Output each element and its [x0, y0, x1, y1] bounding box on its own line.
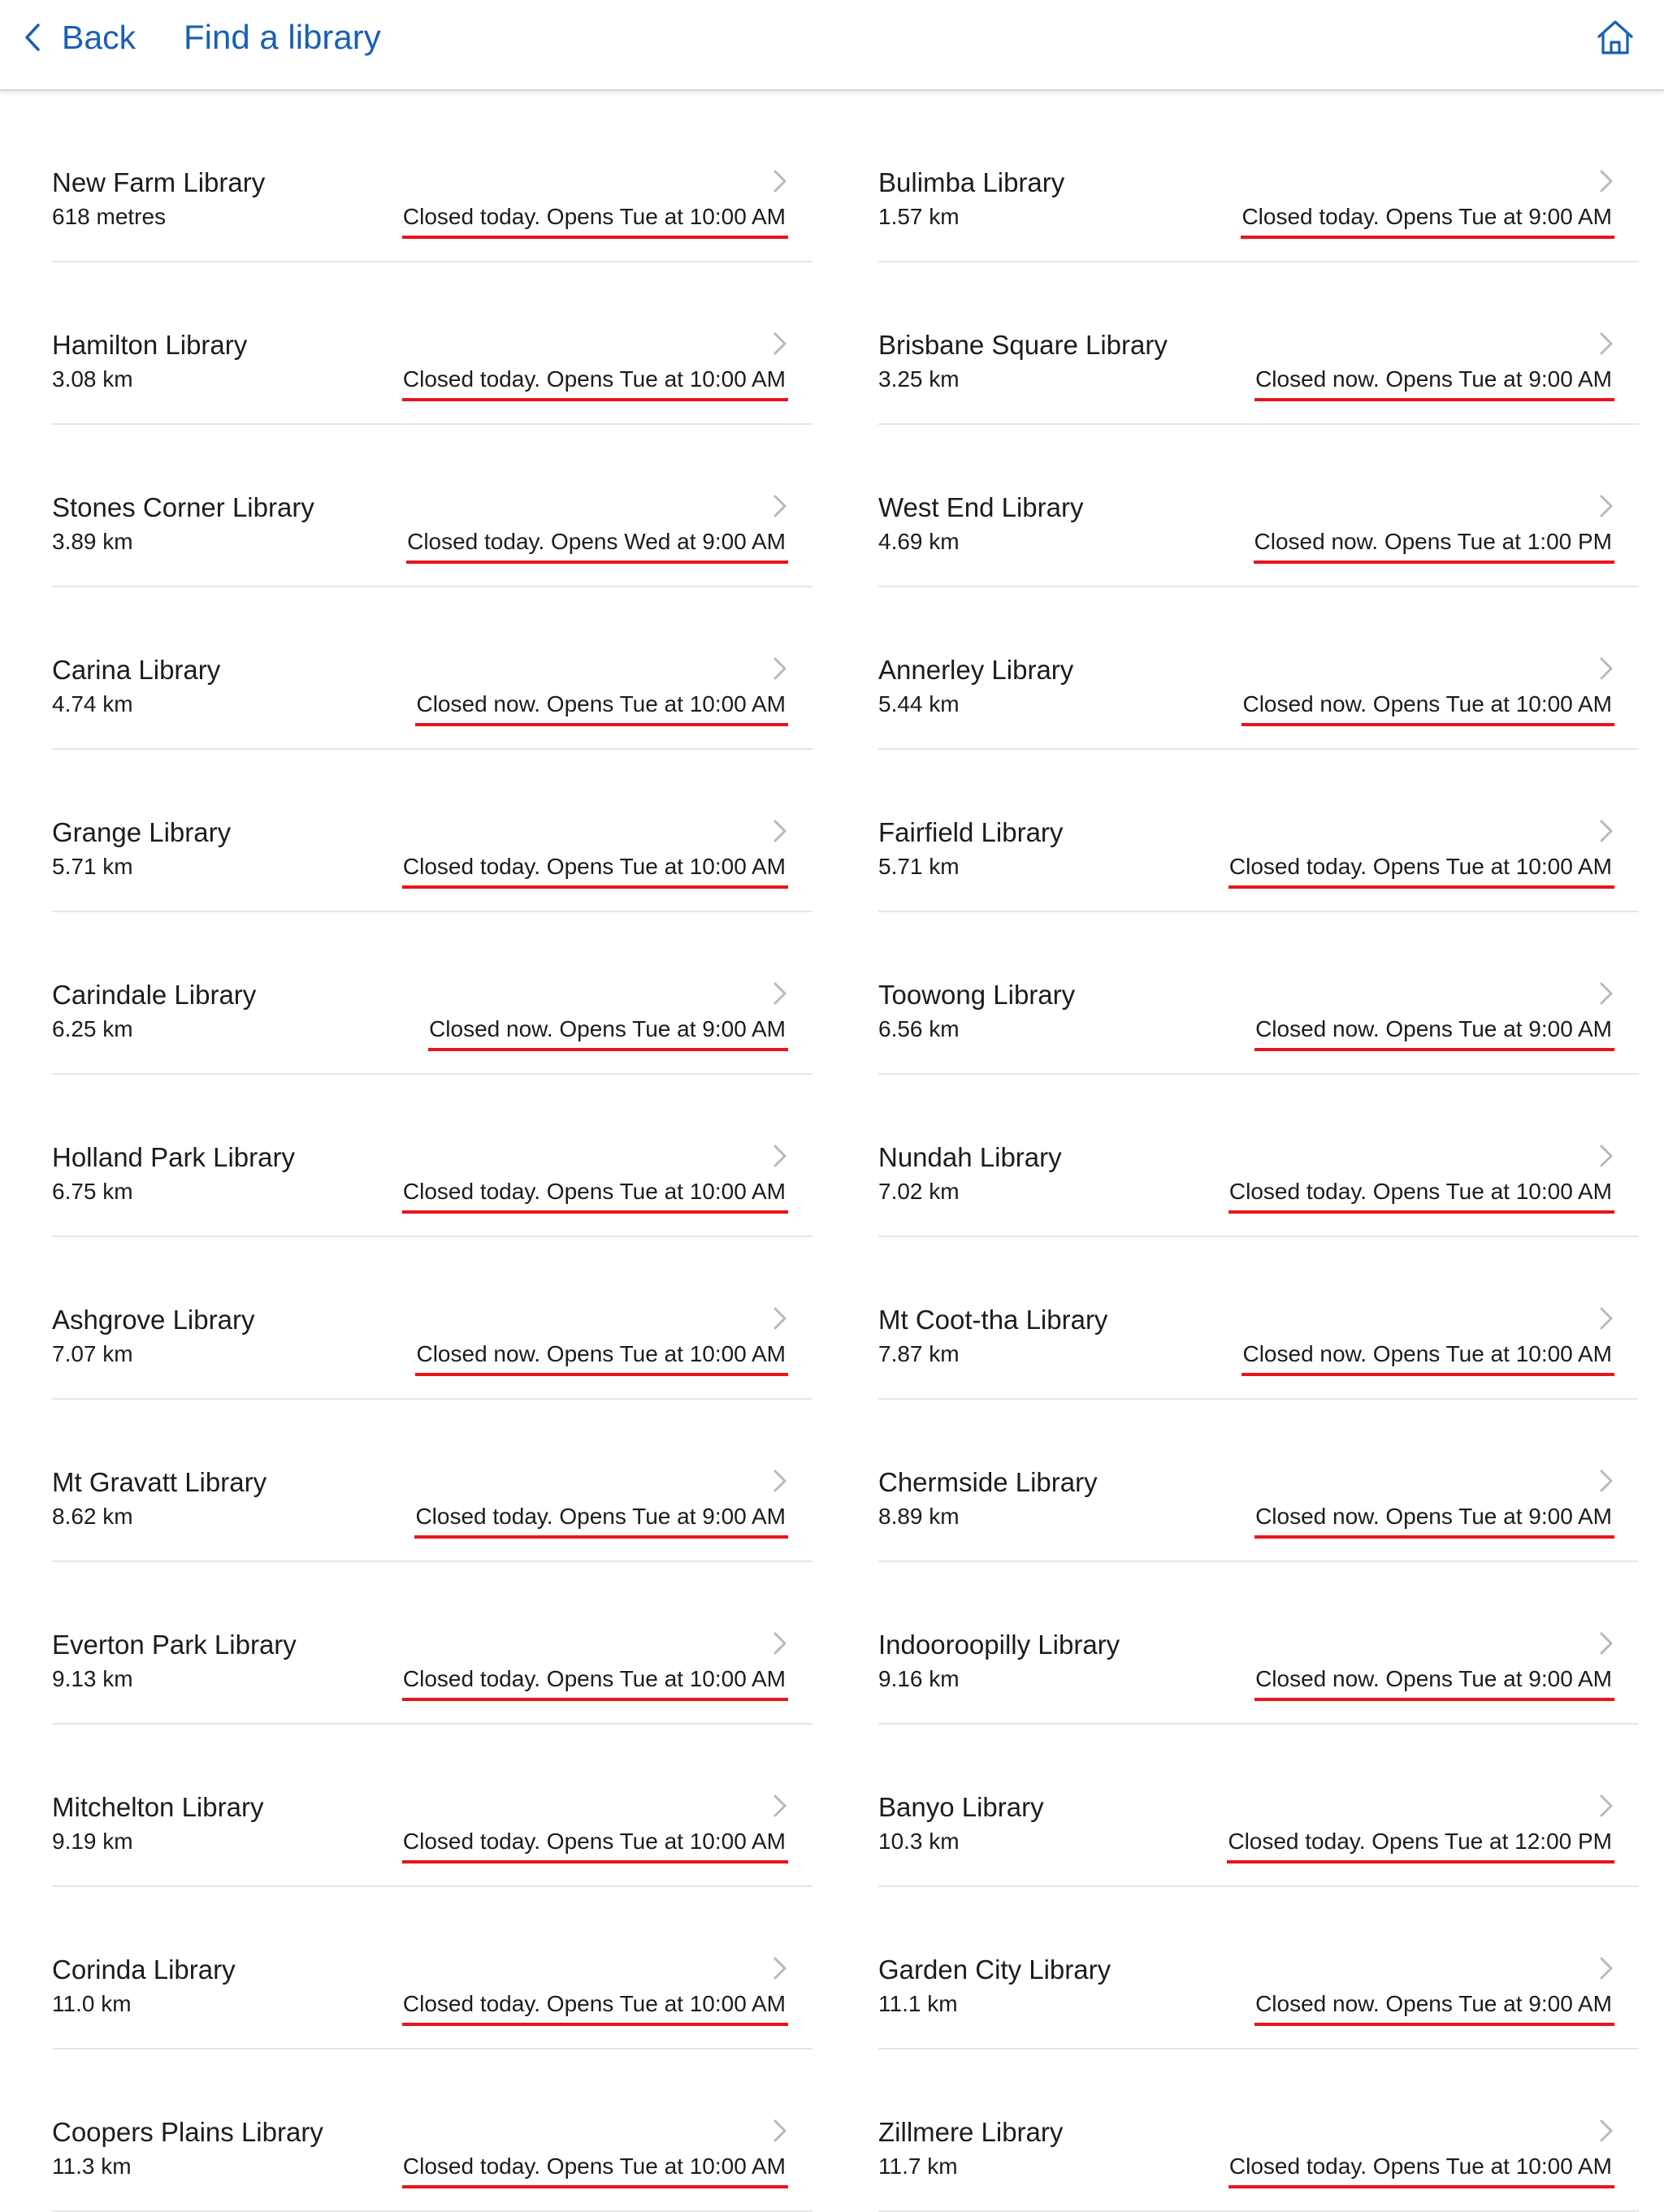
- library-list-item[interactable]: [878, 1228, 1639, 1391]
- library-list-item[interactable]: [878, 253, 1639, 416]
- library-opening-status: Closed today. Opens Tue at 10:00 AM: [402, 1829, 786, 1854]
- library-name: Mt Coot-tha Library: [878, 1305, 1108, 1335]
- library-opening-status: Closed now. Opens Tue at 9:00 AM: [1255, 366, 1612, 392]
- library-opening-status: Closed now. Opens Tue at 1:00 PM: [1254, 529, 1612, 554]
- status-underline: [415, 723, 788, 726]
- chevron-right-icon: [1598, 2119, 1614, 2143]
- library-list-item[interactable]: [52, 741, 812, 903]
- library-opening-status: Closed today. Opens Tue at 10:00 AM: [1228, 854, 1612, 879]
- status-underline: [1241, 236, 1614, 239]
- chevron-right-icon: [1598, 1306, 1614, 1331]
- library-list-item[interactable]: [878, 1066, 1639, 1228]
- library-opening-status: Closed today. Opens Tue at 10:00 AM: [402, 366, 786, 392]
- status-underline: [1242, 1373, 1614, 1376]
- library-distance: 3.89 km: [52, 529, 133, 554]
- library-opening-status: Closed now. Opens Tue at 10:00 AM: [1242, 1341, 1612, 1366]
- library-list-item[interactable]: [52, 2041, 812, 2203]
- status-underline: [428, 1048, 788, 1051]
- chevron-right-icon: [1598, 1631, 1614, 1656]
- library-distance: 11.1 km: [878, 1991, 958, 2016]
- library-name: Brisbane Square Library: [878, 330, 1168, 360]
- library-distance: 7.07 km: [52, 1341, 133, 1366]
- home-icon[interactable]: [1594, 16, 1636, 58]
- library-name: Mitchelton Library: [52, 1792, 264, 1822]
- status-underline: [415, 1373, 788, 1376]
- library-list-left-column: [52, 91, 812, 2203]
- status-underline: [402, 1860, 788, 1864]
- status-underline: [1227, 1860, 1614, 1864]
- library-list-item[interactable]: [52, 91, 812, 253]
- library-distance: 10.3 km: [878, 1829, 960, 1854]
- status-underline: [1254, 2023, 1614, 2026]
- chevron-right-icon: [772, 656, 788, 681]
- library-opening-status: Closed now. Opens Tue at 9:00 AM: [1255, 1991, 1612, 2016]
- library-opening-status: Closed today. Opens Tue at 10:00 AM: [402, 2154, 786, 2179]
- library-list-item[interactable]: [52, 1391, 812, 1553]
- library-opening-status: Closed today. Opens Tue at 10:00 AM: [402, 854, 786, 879]
- chevron-right-icon: [1598, 1794, 1614, 1818]
- status-underline: [1228, 1210, 1614, 1214]
- chevron-right-icon: [1598, 494, 1614, 518]
- library-distance: 5.71 km: [878, 854, 960, 879]
- chevron-right-icon: [772, 331, 788, 356]
- library-list-item[interactable]: [878, 1553, 1639, 1716]
- status-underline: [402, 1698, 788, 1701]
- library-list-item[interactable]: [878, 2041, 1639, 2203]
- library-distance: 7.02 km: [878, 1179, 960, 1204]
- library-name: Bulimba Library: [878, 167, 1065, 197]
- chevron-right-icon: [1598, 819, 1614, 843]
- library-name: Indooroopilly Library: [878, 1630, 1120, 1660]
- library-opening-status: Closed now. Opens Tue at 9:00 AM: [1255, 1504, 1612, 1529]
- status-underline: [402, 398, 788, 401]
- status-underline: [406, 561, 788, 564]
- library-name: Zillmere Library: [878, 2117, 1064, 2147]
- library-list-item[interactable]: [52, 1066, 812, 1228]
- library-list-right-column: [878, 91, 1639, 2203]
- library-opening-status: Closed now. Opens Tue at 9:00 AM: [1255, 1666, 1612, 1691]
- library-name: Ashgrove Library: [52, 1305, 255, 1335]
- library-distance: 11.7 km: [878, 2154, 958, 2179]
- library-distance: 7.87 km: [878, 1341, 960, 1366]
- library-distance: 4.74 km: [52, 691, 133, 716]
- library-list-item[interactable]: [52, 578, 812, 741]
- library-name: Nundah Library: [878, 1142, 1062, 1172]
- library-distance: 11.0 km: [52, 1991, 132, 2016]
- library-opening-status: Closed today. Opens Tue at 10:00 AM: [402, 204, 786, 229]
- chevron-right-icon: [772, 494, 788, 518]
- chevron-right-icon: [1598, 981, 1614, 1006]
- library-opening-status: Closed today. Opens Tue at 10:00 AM: [402, 1666, 786, 1691]
- library-distance: 8.62 km: [52, 1504, 133, 1529]
- status-underline: [402, 2185, 788, 2188]
- library-name: Corinda Library: [52, 1954, 236, 1985]
- library-name: Banyo Library: [878, 1792, 1044, 1822]
- library-opening-status: Closed now. Opens Tue at 10:00 AM: [416, 691, 786, 716]
- library-list-item[interactable]: [878, 578, 1639, 741]
- library-name: Carina Library: [52, 655, 221, 685]
- status-underline: [1254, 1698, 1614, 1701]
- status-underline: [1254, 398, 1614, 401]
- library-list-item[interactable]: [52, 253, 812, 416]
- library-list-item[interactable]: [878, 416, 1639, 578]
- library-distance: 8.89 km: [878, 1504, 960, 1529]
- library-name: Stones Corner Library: [52, 492, 314, 522]
- chevron-right-icon: [1598, 1469, 1614, 1493]
- library-opening-status: Closed today. Opens Tue at 10:00 AM: [1228, 2154, 1612, 2179]
- chevron-right-icon: [772, 2119, 788, 2143]
- chevron-right-icon: [772, 1306, 788, 1331]
- library-name: Grange Library: [52, 817, 232, 847]
- library-list-item[interactable]: [52, 903, 812, 1066]
- chevron-right-icon: [1598, 331, 1614, 356]
- status-underline: [414, 1535, 788, 1539]
- chevron-right-icon: [772, 1144, 788, 1168]
- page-title: Find a library: [184, 18, 381, 56]
- library-list-item[interactable]: [52, 416, 812, 578]
- library-list-item[interactable]: [878, 1878, 1639, 2041]
- back-label: Back: [62, 18, 136, 56]
- library-name: Chermside Library: [878, 1467, 1098, 1497]
- library-distance: 9.16 km: [878, 1666, 960, 1691]
- status-underline: [1254, 1535, 1614, 1539]
- library-name: Annerley Library: [878, 655, 1074, 685]
- library-opening-status: Closed today. Opens Tue at 9:00 AM: [415, 1504, 786, 1529]
- library-distance: 6.25 km: [52, 1016, 133, 1041]
- status-underline: [1254, 561, 1614, 564]
- library-opening-status: Closed now. Opens Tue at 9:00 AM: [1255, 1016, 1612, 1041]
- library-opening-status: Closed today. Opens Tue at 12:00 PM: [1228, 1829, 1612, 1854]
- library-distance: 9.19 km: [52, 1829, 133, 1854]
- chevron-right-icon: [772, 169, 788, 193]
- status-underline: [1242, 723, 1614, 726]
- library-distance: 6.75 km: [52, 1179, 133, 1204]
- library-list-item[interactable]: [878, 1716, 1639, 1878]
- library-name: West End Library: [878, 492, 1084, 522]
- status-underline: [1228, 2185, 1614, 2188]
- library-name: Garden City Library: [878, 1954, 1112, 1985]
- library-distance: 1.57 km: [878, 204, 960, 229]
- library-name: Carindale Library: [52, 980, 257, 1010]
- library-list-item[interactable]: [878, 903, 1639, 1066]
- chevron-left-icon: [24, 23, 41, 52]
- library-distance: 3.08 km: [52, 366, 133, 392]
- library-list-item[interactable]: [52, 1228, 812, 1391]
- library-opening-status: Closed today. Opens Tue at 10:00 AM: [1228, 1179, 1612, 1204]
- status-underline: [402, 2023, 788, 2026]
- chevron-right-icon: [1598, 1144, 1614, 1168]
- library-list-item[interactable]: [52, 1878, 812, 2041]
- library-distance: 9.13 km: [52, 1666, 133, 1691]
- library-distance: 3.25 km: [878, 366, 960, 392]
- library-distance: 5.71 km: [52, 854, 133, 879]
- library-list-item[interactable]: [52, 1553, 812, 1716]
- status-underline: [402, 236, 788, 239]
- library-list-item[interactable]: [878, 741, 1639, 903]
- library-list-item[interactable]: [878, 91, 1639, 253]
- navigation-bar: [0, 0, 1664, 91]
- status-underline: [1228, 885, 1614, 889]
- library-name: New Farm Library: [52, 167, 266, 197]
- chevron-right-icon: [772, 1794, 788, 1818]
- library-opening-status: Closed now. Opens Tue at 10:00 AM: [416, 1341, 786, 1366]
- library-opening-status: Closed today. Opens Tue at 10:00 AM: [402, 1179, 786, 1204]
- library-name: Mt Gravatt Library: [52, 1467, 267, 1497]
- library-name: Coopers Plains Library: [52, 2117, 323, 2147]
- library-opening-status: Closed today. Opens Wed at 9:00 AM: [407, 529, 786, 554]
- library-opening-status: Closed today. Opens Tue at 9:00 AM: [1242, 204, 1612, 229]
- status-underline: [402, 885, 788, 889]
- chevron-right-icon: [772, 1469, 788, 1493]
- library-name: Fairfield Library: [878, 817, 1064, 847]
- library-name: Holland Park Library: [52, 1142, 295, 1172]
- chevron-right-icon: [772, 1956, 788, 1980]
- library-opening-status: Closed now. Opens Tue at 10:00 AM: [1242, 691, 1612, 716]
- library-name: Everton Park Library: [52, 1630, 297, 1660]
- library-distance: 4.69 km: [878, 529, 960, 554]
- chevron-right-icon: [1598, 169, 1614, 193]
- status-underline: [402, 1210, 788, 1214]
- library-list-item[interactable]: [878, 1391, 1639, 1553]
- library-opening-status: Closed today. Opens Tue at 10:00 AM: [402, 1991, 786, 2016]
- status-underline: [1254, 1048, 1614, 1051]
- library-distance: 6.56 km: [878, 1016, 960, 1041]
- chevron-right-icon: [1598, 656, 1614, 681]
- back-button[interactable]: [24, 15, 136, 60]
- chevron-right-icon: [772, 819, 788, 843]
- library-list-item[interactable]: [52, 1716, 812, 1878]
- library-distance: 5.44 km: [878, 691, 960, 716]
- library-opening-status: Closed now. Opens Tue at 9:00 AM: [429, 1016, 786, 1041]
- chevron-right-icon: [772, 981, 788, 1006]
- chevron-right-icon: [772, 1631, 788, 1656]
- chevron-right-icon: [1598, 1956, 1614, 1980]
- library-distance: 11.3 km: [52, 2154, 132, 2179]
- library-name: Hamilton Library: [52, 330, 248, 360]
- library-distance: 618 metres: [52, 204, 167, 229]
- library-name: Toowong Library: [878, 980, 1076, 1010]
